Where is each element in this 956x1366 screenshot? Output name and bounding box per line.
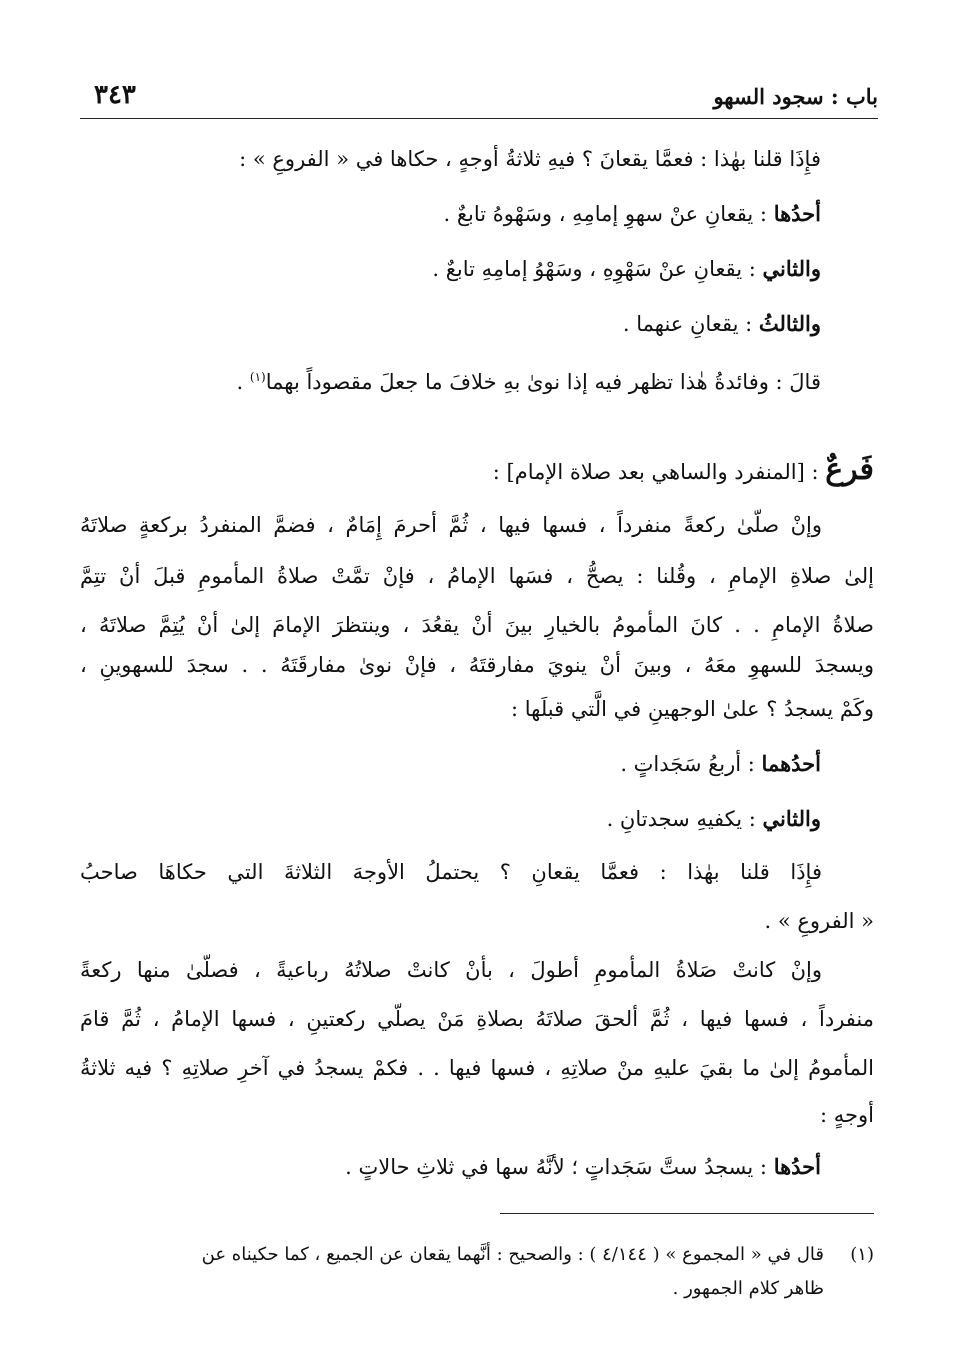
footnote-marker: (١) bbox=[249, 370, 266, 384]
text-line: المأمومُ إلىٰ ما بقيَ عليهِ منْ صلاتِهِ ، فسها فيها . . فكمْ يسجدُ في آخرِ صلاتِهِ ؟ فيه ثلاثةُ bbox=[80, 1056, 874, 1080]
term-label: أحدُها bbox=[773, 1154, 821, 1179]
text-line: أوجهٍ : bbox=[820, 1103, 874, 1127]
text-line: إلىٰ صلاةِ الإمامِ ، وقُلنا : يصحُّ ، فسَها الإمامُ ، فإنْ تمَّتْ صلاةُ المأمومِ قبلَ أنْ تتِمَّ bbox=[80, 564, 874, 588]
text-line: والثاني : يكفيهِ سجدتانِ . bbox=[606, 806, 821, 831]
footnote-line: ظاهر كلام الجمهور . bbox=[672, 1278, 824, 1299]
text-line: وكَمْ يسجدُ ؟ علىٰ الوجهينِ في الَّتي قبلَها : bbox=[511, 697, 874, 721]
text-line: صلاةُ الإمامِ . . كانَ المأمومُ بالخيارِ بينَ أنْ يقعُدَ ، وينتظرَ الإمامَ إلىٰ أنْ يُتِمَّ صلاتَهُ ، bbox=[80, 613, 874, 637]
term-label: أحدُهما bbox=[761, 751, 821, 776]
term-label: والثالثُ bbox=[758, 311, 821, 336]
term-label: والثاني bbox=[762, 806, 821, 831]
term-label: والثاني bbox=[762, 256, 821, 281]
running-title: باب : سجود السهو bbox=[713, 84, 878, 109]
term-label: أحدُها bbox=[773, 201, 821, 226]
text-line: « الفروعِ » . bbox=[764, 909, 874, 933]
footnote-number: (١) bbox=[850, 1244, 874, 1265]
text-line: والثاني : يقعانِ عنْ سَهْوِهِ ، وسَهْوُ إمامِهِ تابعٌ . bbox=[432, 256, 821, 281]
text-line: منفرداً ، فسها فيها ، ثُمَّ ألحقَ صلاتَهُ بصلاةِ مَنْ يصلّي ركعتينِ ، فسها الإمامُ ، ثُمَّ قامَ bbox=[80, 1007, 874, 1031]
page-number: ٣٤٣ bbox=[94, 80, 136, 110]
section-heading: فَرعٌ : [المنفرد والساهي بعد صلاة الإمام] : bbox=[492, 452, 874, 487]
text-line: ويسجدَ للسهوِ معَهُ ، وبينَ أنْ ينويَ مفارقتَهُ ، فإنْ نوىٰ مفارقَتَهُ . . سجدَ للسهوينِ ، bbox=[80, 653, 874, 677]
text-line: أحدُها : يقعانِ عنْ سهوِ إمامِهِ ، وسَهْوهُ تابعٌ . bbox=[443, 201, 821, 226]
page-header bbox=[80, 78, 878, 119]
text-line: فإِذَا قلنا بهٰذا : فعمَّا يقعانِ ؟ يحتملُ الأوجهَ الثلاثةَ التي حكاهَا صاحبُ bbox=[80, 860, 822, 884]
text-line: وإنْ صلّىٰ ركعةً منفرداً ، فسها فيها ، ثُمَّ أحرمَ إِمَامٌ ، فضمَّ المنفردُ بركعةٍ صلاتَهُ bbox=[80, 513, 822, 537]
far-heading: فَرعٌ bbox=[825, 452, 874, 487]
text-line: وإنْ كانتْ صَلاةُ المأمومِ أطولَ ، بأنْ كانتْ صلاتُهُ رباعيةً ، فصلّىٰ منها ركعةً bbox=[80, 958, 822, 982]
text-line: أحدُها : يسجدُ ستَّ سَجَداتٍ ؛ لأنَّهُ سها في ثلاثِ حالاتٍ . bbox=[345, 1154, 821, 1179]
text-line: والثالثُ : يقعانِ عنهما . bbox=[622, 311, 821, 336]
text-line: قالَ : وفائدةُ هٰذا تظهر فيه إذا نوىٰ بهِ خلافَ ما جعلَ مقصوداً بهما$^{(١)}$ . bbox=[236, 370, 821, 394]
text-line: أحدُهما : أربعُ سَجَداتٍ . bbox=[620, 751, 821, 776]
text-line: فإِذَا قلنا بهٰذا : فعمَّا يقعانَ ؟ فيهِ ثلاثةُ أوجهٍ ، حكاها في « الفروعِ » : bbox=[239, 147, 821, 171]
footnote-divider bbox=[500, 1213, 874, 1214]
footnote-line: (١)قال في « المجموع » ( ٤/١٤٤ ) : والصحيح : أنَّهما يقعان عن الجميع ، كما حكيناه عن bbox=[80, 1242, 874, 1268]
